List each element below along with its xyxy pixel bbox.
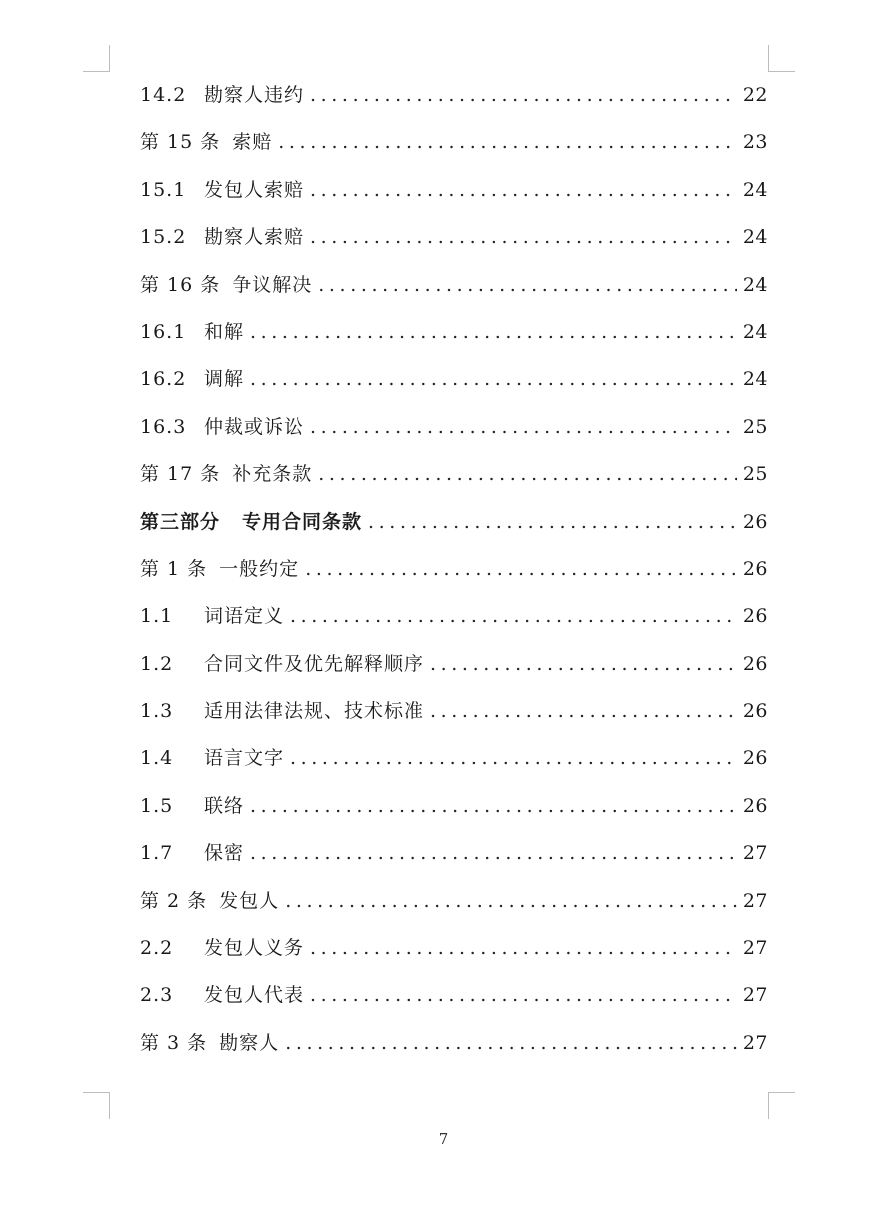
toc-entry-number: 第 1 条	[140, 557, 208, 580]
dot-leader	[310, 214, 737, 261]
toc-entry[interactable]	[140, 1020, 768, 1067]
toc-entry-title: 争议解决	[232, 273, 313, 296]
crop-mark-top-right	[768, 45, 795, 72]
dot-leader	[368, 499, 737, 546]
toc-entry-title: 补充条款	[232, 463, 313, 486]
dot-leader	[250, 783, 737, 830]
dot-leader	[310, 404, 737, 451]
toc-entry-title: 发包人索赔	[204, 178, 305, 201]
toc-entry-page: 24	[742, 273, 768, 296]
page-number: 7	[438, 1130, 449, 1148]
toc-entry-number: 第 17 条	[140, 463, 221, 486]
toc-entry[interactable]	[140, 735, 768, 782]
toc-entry-title: 合同文件及优先解释顺序	[204, 652, 425, 675]
toc-entry-number: 16.1	[140, 320, 187, 343]
toc-entry-number: 15.2	[140, 226, 187, 249]
toc-entry[interactable]	[140, 641, 768, 688]
toc-entry-title: 发包人	[219, 889, 280, 912]
toc-entry-page: 26	[742, 747, 768, 770]
toc-entry-page: 27	[742, 937, 768, 960]
toc-entry-page: 26	[742, 605, 768, 628]
toc-entry-page: 26	[742, 510, 768, 533]
toc-entry[interactable]	[140, 309, 768, 356]
toc-entry-title: 勘察人	[219, 1031, 280, 1054]
toc-entry-number: 16.3	[140, 415, 187, 438]
toc-entry-title: 词语定义	[204, 605, 285, 628]
dot-leader	[310, 167, 737, 214]
dot-leader	[250, 309, 737, 356]
toc-entry-number: 1.2	[140, 652, 174, 675]
toc-entry-number: 2.3	[140, 984, 174, 1007]
crop-mark-top-left	[83, 45, 110, 72]
dot-leader	[310, 72, 737, 119]
toc-entry[interactable]	[140, 119, 768, 166]
dot-leader	[290, 593, 737, 640]
toc-entry-title: 仲裁或诉讼	[204, 415, 305, 438]
toc-entry[interactable]	[140, 925, 768, 972]
toc-entry-page: 24	[742, 320, 768, 343]
toc-entry-page: 27	[742, 1031, 768, 1054]
dot-leader	[250, 830, 737, 877]
toc-entry-number: 第三部分	[140, 510, 221, 533]
toc-entry-number: 16.2	[140, 368, 187, 391]
toc-entry-title: 专用合同条款	[242, 510, 363, 533]
toc-entry[interactable]	[140, 546, 768, 593]
toc-entry-number: 1.5	[140, 794, 174, 817]
toc-entry-title: 和解	[204, 320, 245, 343]
toc-entry-number: 第 3 条	[140, 1031, 208, 1054]
toc-entry-number: 1.7	[140, 842, 174, 865]
dot-leader	[310, 925, 737, 972]
dot-leader	[318, 262, 737, 309]
toc-entry-page: 24	[742, 368, 768, 391]
toc-entry-page: 25	[742, 463, 768, 486]
toc-entry-number: 15.1	[140, 178, 187, 201]
toc-entry[interactable]	[140, 972, 768, 1019]
toc-entry-title: 发包人代表	[204, 984, 305, 1007]
dot-leader	[430, 641, 737, 688]
dot-leader	[278, 119, 737, 166]
toc-entry-page: 25	[742, 415, 768, 438]
dot-leader	[430, 688, 737, 735]
toc-entry[interactable]	[140, 783, 768, 830]
dot-leader	[285, 878, 737, 925]
toc-entry-page: 23	[742, 131, 768, 154]
dot-leader	[250, 356, 737, 403]
toc-entry[interactable]	[140, 356, 768, 403]
toc-entry-title: 勘察人违约	[204, 84, 305, 106]
crop-mark-bottom-right	[768, 1092, 795, 1119]
toc-entry-number: 14.2	[140, 84, 187, 106]
toc-entry[interactable]	[140, 451, 768, 498]
toc-entry[interactable]	[140, 404, 768, 451]
dot-leader	[305, 546, 737, 593]
toc-entry[interactable]	[140, 688, 768, 735]
toc-entry-page: 26	[742, 652, 768, 675]
toc-entry-page: 26	[742, 557, 768, 580]
toc-entry[interactable]	[140, 262, 768, 309]
toc-entry-page: 24	[742, 226, 768, 249]
toc-entry-number: 第 16 条	[140, 273, 221, 296]
toc-entry[interactable]	[140, 72, 768, 119]
toc-entry-number: 第 15 条	[140, 131, 221, 154]
toc-entry-number: 第 2 条	[140, 889, 208, 912]
toc-entry-page: 27	[742, 984, 768, 1007]
toc-entry-page: 27	[742, 889, 768, 912]
toc-entry[interactable]	[140, 593, 768, 640]
toc-entry-page: 24	[742, 178, 768, 201]
toc-entry-page: 26	[742, 700, 768, 723]
toc-entry[interactable]	[140, 214, 768, 261]
toc-entry[interactable]	[140, 830, 768, 877]
dot-leader	[290, 735, 737, 782]
toc-entry-number: 1.1	[140, 605, 174, 628]
crop-mark-bottom-left	[83, 1092, 110, 1119]
toc-entry-number: 1.3	[140, 700, 174, 723]
toc-entry-title: 联络	[204, 794, 245, 817]
dot-leader	[285, 1020, 737, 1067]
toc-entry-title: 调解	[204, 368, 245, 391]
toc-entry-title: 索赔	[232, 131, 273, 154]
toc-entry-number: 2.2	[140, 937, 174, 960]
toc-entry-title: 适用法律法规、技术标准	[204, 700, 425, 723]
table-of-contents	[140, 72, 768, 1067]
toc-entry[interactable]	[140, 878, 768, 925]
toc-entry[interactable]	[140, 167, 768, 214]
toc-entry-title: 语言文字	[204, 747, 285, 770]
toc-entry-title: 勘察人索赔	[204, 226, 305, 249]
toc-entry[interactable]	[140, 499, 768, 546]
toc-entry-number: 1.4	[140, 747, 174, 770]
toc-entry-title: 发包人义务	[204, 937, 305, 960]
toc-entry-page: 22	[742, 84, 768, 106]
dot-leader	[310, 972, 737, 1019]
toc-entry-page: 26	[742, 794, 768, 817]
toc-entry-page: 27	[742, 842, 768, 865]
dot-leader	[318, 451, 737, 498]
toc-entry-title: 保密	[204, 842, 245, 865]
toc-entry-title: 一般约定	[219, 557, 300, 580]
